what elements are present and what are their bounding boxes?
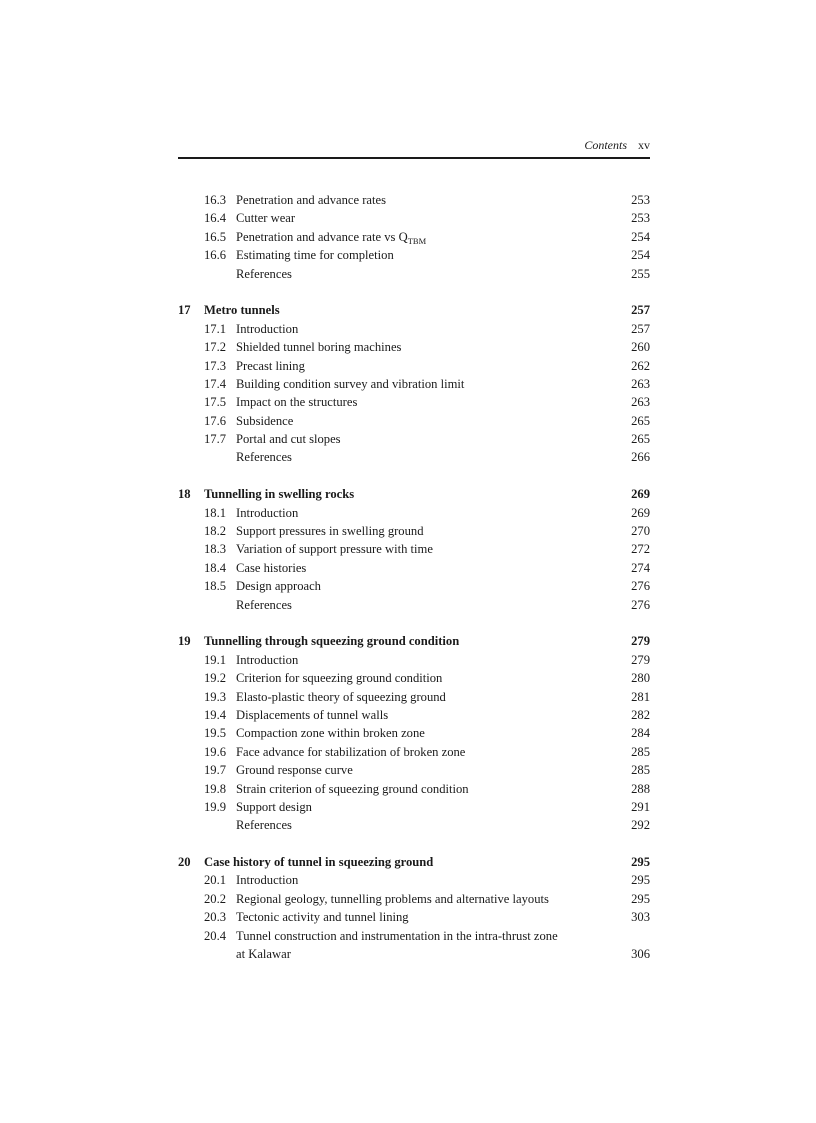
section-number: 16.4 — [204, 211, 227, 226]
section-title: Shielded tunnel boring machines — [236, 340, 402, 355]
page-number: 306 — [631, 947, 650, 962]
section-number: 17.7 — [204, 432, 227, 447]
table-of-contents — [178, 191, 650, 963]
page-number: 263 — [631, 395, 650, 410]
section-title: Strain criterion of squeezing ground condition — [236, 781, 469, 796]
page-number: 269 — [631, 505, 650, 520]
chapter-title: Tunnelling through squeezing ground condition — [204, 634, 460, 649]
section-title: Support pressures in swelling ground — [236, 524, 424, 539]
running-header-page: xv — [638, 138, 650, 152]
page-number: 265 — [631, 413, 650, 428]
section-title: Subsidence — [236, 413, 294, 428]
section-number: 19.3 — [204, 689, 227, 704]
page-number: 295 — [631, 891, 650, 906]
section-title: References — [236, 450, 292, 465]
page-number: 276 — [631, 579, 650, 594]
section-number: 17.6 — [204, 413, 227, 428]
section-title: Impact on the structures — [236, 395, 358, 410]
toc-section-17-6[interactable] — [178, 412, 650, 430]
toc-section-17-1[interactable] — [178, 320, 650, 338]
toc-references-16[interactable] — [178, 265, 650, 283]
toc-section-17-7[interactable] — [178, 430, 650, 448]
section-title: Case histories — [236, 560, 307, 575]
section-number: 19.6 — [204, 744, 227, 759]
toc-chapter-19[interactable] — [178, 632, 650, 650]
section-title: Introduction — [236, 321, 299, 336]
toc-section-16-5[interactable] — [178, 228, 650, 246]
section-title: Elasto-plastic theory of squeezing ground — [236, 689, 446, 704]
page-number: 254 — [631, 248, 650, 263]
section-title: References — [236, 597, 292, 612]
section-number: 18.1 — [204, 505, 227, 520]
section-title: Introduction — [236, 652, 299, 667]
section-number: 19.9 — [204, 799, 227, 814]
toc-references-18[interactable] — [178, 596, 650, 614]
page-number: 279 — [631, 634, 650, 649]
page-number: 279 — [631, 652, 650, 667]
toc-section-20-2[interactable] — [178, 890, 650, 908]
section-number: 19.8 — [204, 781, 227, 796]
toc-section-18-1[interactable] — [178, 504, 650, 522]
section-title-main: Penetration and advance rate vs Q — [236, 229, 408, 244]
section-title: Penetration and advance rates — [236, 193, 387, 207]
chapter-title: Metro tunnels — [204, 303, 280, 318]
page-number: 281 — [631, 689, 650, 704]
toc-references-19[interactable] — [178, 816, 650, 834]
section-number: 16.3 — [204, 193, 227, 207]
toc-chapter-18[interactable] — [178, 485, 650, 503]
toc-section-19-7[interactable] — [178, 761, 650, 779]
section-number: 18.4 — [204, 560, 227, 575]
section-number: 19.1 — [204, 652, 227, 667]
section-number: 16.6 — [204, 248, 227, 263]
section-number: 17.5 — [204, 395, 227, 410]
page-number: 253 — [631, 193, 650, 207]
toc-section-20-1[interactable] — [178, 871, 650, 889]
toc-references-17[interactable] — [178, 448, 650, 466]
page-number: 291 — [631, 799, 650, 814]
page-number: 285 — [631, 744, 650, 759]
section-title — [236, 228, 426, 246]
toc-section-20-4-continued[interactable] — [178, 945, 650, 963]
section-number: 16.5 — [204, 229, 227, 244]
section-title: Design approach — [236, 579, 321, 594]
section-title-subscript: TBM — [407, 235, 427, 246]
section-title: Tunnel construction and instrumentation in the intra-thrust zone — [236, 928, 558, 943]
toc-section-19-4[interactable] — [178, 706, 650, 724]
section-number: 17.3 — [204, 358, 227, 373]
page-number: 292 — [631, 818, 650, 833]
running-header — [178, 138, 650, 158]
chapter-number: 17 — [178, 303, 191, 318]
page-number: 284 — [631, 726, 650, 741]
toc-section-17-3[interactable] — [178, 357, 650, 375]
toc-section-16-4[interactable] — [178, 209, 650, 227]
toc-section-19-5[interactable] — [178, 724, 650, 742]
spacer — [178, 614, 650, 632]
page-number: 269 — [631, 487, 650, 502]
page-number: 255 — [631, 266, 650, 281]
chapter-number: 20 — [178, 855, 191, 870]
chapter-title: Tunnelling in swelling rocks — [204, 487, 355, 502]
page-number: 262 — [631, 358, 650, 373]
toc-section-20-4[interactable] — [178, 927, 650, 945]
page-number: 265 — [631, 432, 650, 447]
section-title: Building condition survey and vibration limit — [236, 376, 465, 391]
page-number: 257 — [631, 303, 650, 318]
section-title-continued: at Kalawar — [236, 947, 291, 962]
section-title: Tectonic activity and tunnel lining — [236, 910, 409, 925]
section-number: 19.5 — [204, 726, 227, 741]
section-title: Portal and cut slopes — [236, 432, 341, 447]
toc-section-19-3[interactable] — [178, 688, 650, 706]
chapter-title: Case history of tunnel in squeezing ground — [204, 855, 434, 870]
page-number: 276 — [631, 597, 650, 612]
section-title: Variation of support pressure with time — [236, 542, 433, 557]
section-title: Face advance for stabilization of broken zone — [236, 744, 466, 759]
toc-section-16-6[interactable] — [178, 246, 650, 264]
section-title: References — [236, 266, 292, 281]
section-number: 20.1 — [204, 873, 227, 888]
section-number: 20.3 — [204, 910, 227, 925]
toc-section-18-3[interactable] — [178, 540, 650, 558]
section-number: 18.5 — [204, 579, 227, 594]
page-number: 303 — [631, 910, 650, 925]
running-header-title: Contents — [584, 138, 627, 152]
toc-section-19-9[interactable] — [178, 798, 650, 816]
page-number: 254 — [631, 229, 650, 244]
page-number: 260 — [631, 340, 650, 355]
chapter-number: 19 — [178, 634, 191, 649]
section-title: Criterion for squeezing ground condition — [236, 671, 443, 686]
section-title: Cutter wear — [236, 211, 296, 226]
toc-section-16-3[interactable] — [178, 191, 650, 209]
section-number: 18.3 — [204, 542, 227, 557]
section-title: Displacements of tunnel walls — [236, 707, 389, 722]
toc-section-17-5[interactable] — [178, 393, 650, 411]
page-number: 263 — [631, 376, 650, 391]
section-number: 17.1 — [204, 321, 227, 336]
page-number: 295 — [631, 873, 650, 888]
section-title: Regional geology, tunnelling problems and alternative layouts — [236, 891, 549, 906]
toc-section-17-2[interactable] — [178, 338, 650, 356]
section-number: 19.2 — [204, 671, 227, 686]
toc-section-20-3[interactable] — [178, 908, 650, 926]
toc-chapter-20[interactable] — [178, 853, 650, 871]
section-title: Introduction — [236, 505, 299, 520]
section-title: Precast lining — [236, 358, 305, 373]
section-title: Compaction zone within broken zone — [236, 726, 425, 741]
section-number: 20.4 — [204, 928, 227, 943]
page-number: 274 — [631, 560, 650, 575]
section-number: 19.4 — [204, 707, 227, 722]
toc-section-18-2[interactable] — [178, 522, 650, 540]
page-number: 295 — [631, 855, 650, 870]
page-number: 288 — [631, 781, 650, 796]
page-number: 280 — [631, 671, 650, 686]
toc-section-17-4[interactable] — [178, 375, 650, 393]
page-number: 266 — [631, 450, 650, 465]
section-title: Ground response curve — [236, 763, 353, 778]
section-number: 17.2 — [204, 340, 227, 355]
page-number: 253 — [631, 211, 650, 226]
section-number: 20.2 — [204, 891, 227, 906]
header-rule — [178, 157, 650, 159]
section-title: Estimating time for completion — [236, 248, 394, 263]
toc-section-19-8[interactable] — [178, 780, 650, 798]
page-number: 257 — [631, 321, 650, 336]
page-number: 272 — [631, 542, 650, 557]
toc-section-18-5[interactable] — [178, 577, 650, 595]
section-title: Support design — [236, 799, 312, 814]
section-number: 17.4 — [204, 376, 227, 391]
section-number: 18.2 — [204, 524, 227, 539]
section-title: References — [236, 818, 292, 833]
toc-chapter-17[interactable] — [178, 301, 650, 319]
spacer — [178, 467, 650, 485]
toc-section-18-4[interactable] — [178, 559, 650, 577]
spacer — [178, 283, 650, 301]
page-number: 282 — [631, 707, 650, 722]
spacer — [178, 835, 650, 853]
toc-section-19-1[interactable] — [178, 651, 650, 669]
page-number: 270 — [631, 524, 650, 539]
section-title: Introduction — [236, 873, 299, 888]
chapter-number: 18 — [178, 487, 191, 502]
page-number: 285 — [631, 763, 650, 778]
section-number: 19.7 — [204, 763, 227, 778]
toc-section-19-6[interactable] — [178, 743, 650, 761]
toc-section-19-2[interactable] — [178, 669, 650, 687]
